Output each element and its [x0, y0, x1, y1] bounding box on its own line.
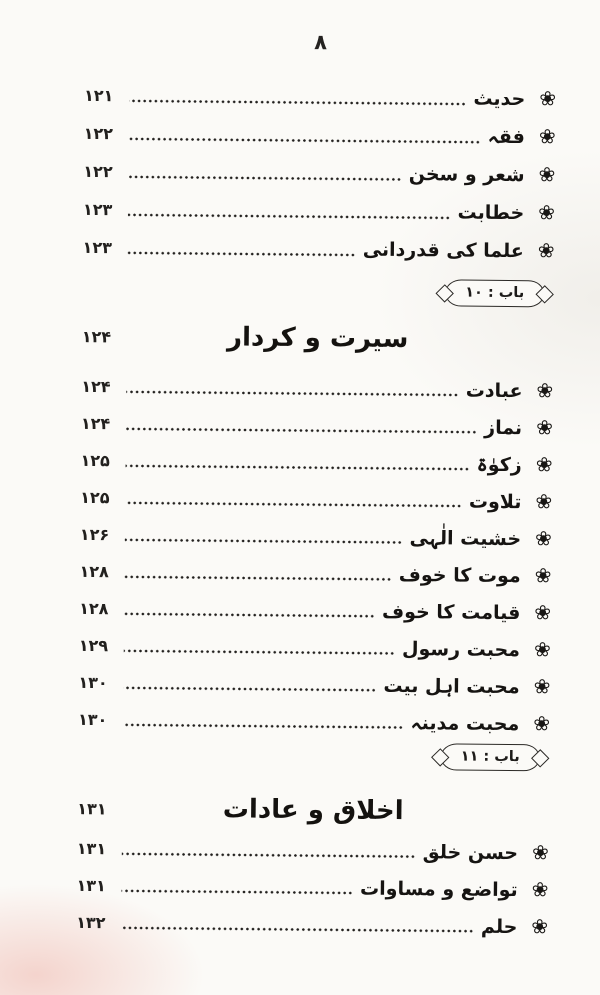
toc-entry	[80, 516, 552, 558]
flower-ornament-icon: ❀	[534, 562, 552, 587]
toc-entry-title: شعر و سخن	[408, 163, 525, 187]
toc-entry-page: ۱۲۱	[83, 85, 114, 105]
dot-leader	[128, 250, 356, 257]
toc-entry	[79, 553, 551, 595]
flower-ornament-icon: ❀	[537, 238, 555, 263]
chapter-cartouche	[441, 743, 540, 771]
flower-ornament-icon: ❀	[533, 673, 551, 698]
toc-entry	[78, 664, 550, 706]
toc-entry-page: ۱۳۲	[76, 912, 106, 933]
toc-entry-page: ۱۳۱	[76, 875, 106, 896]
toc-entry	[80, 442, 552, 484]
toc-entry	[76, 867, 548, 909]
dot-leader	[125, 537, 403, 545]
toc-entry	[79, 627, 551, 669]
dot-leader	[123, 685, 376, 692]
dot-leader	[124, 574, 391, 582]
toc-entry-page: ۱۲۳	[82, 199, 113, 219]
toc-entry-page: ۱۲۲	[83, 123, 114, 143]
dot-leader	[128, 174, 402, 182]
toc-entry	[83, 190, 555, 233]
dot-leader	[123, 722, 404, 730]
flower-ornament-icon: ❀	[539, 86, 557, 111]
flower-ornament-icon: ❀	[536, 377, 554, 402]
flower-ornament-icon: ❀	[534, 525, 552, 550]
section-heading-row	[82, 314, 554, 363]
flower-ornament-icon: ❀	[538, 200, 556, 225]
flower-ornament-icon: ❀	[536, 414, 554, 439]
toc-entry-page: ۱۲۶	[79, 524, 110, 545]
toc-entry-title: محبت رسول	[401, 637, 521, 661]
toc-entry-page: ۱۲۸	[79, 561, 109, 582]
toc-entry	[76, 904, 548, 946]
section-heading: اخلاق و عادات	[222, 794, 404, 827]
chapter-divider-11	[78, 740, 550, 777]
toc-entry	[84, 114, 556, 157]
section-heading-page: ۱۲۴	[81, 327, 112, 347]
toc-entry	[79, 590, 551, 632]
dot-leader	[122, 851, 416, 859]
toc-entry-title: حسن خلق	[422, 840, 519, 864]
toc-entry-page: ۱۳۱	[76, 838, 107, 859]
toc-entry-page: ۱۲۹	[78, 635, 109, 656]
section-heading: سیرت و کردار	[226, 322, 409, 355]
flower-ornament-icon: ❀	[535, 451, 553, 476]
toc-entry-title: قیامت کا خوف	[381, 600, 521, 624]
dot-leader	[124, 648, 395, 656]
toc-entry-title: محبت اہل بیت	[383, 674, 520, 698]
toc-entry	[81, 405, 553, 447]
section-heading-row	[77, 786, 549, 835]
flower-ornament-icon: ❀	[533, 710, 551, 735]
dot-leader	[126, 426, 477, 434]
toc-entry-page: ۱۲۵	[80, 487, 110, 508]
toc-entry-page: ۱۲۸	[79, 598, 109, 619]
toc-entry-page: ۱۲۴	[81, 376, 111, 397]
flower-ornament-icon: ❀	[535, 488, 553, 513]
toc-entry	[77, 830, 549, 872]
flower-ornament-icon: ❀	[531, 876, 549, 901]
toc-entry-page: ۱۳۰	[78, 672, 108, 693]
toc-entry-title: علما کی قدردانی	[362, 238, 524, 263]
toc-entry-title: تلاوت	[468, 490, 522, 513]
toc-entry-title: خشیت الٰہی	[409, 526, 522, 550]
toc-entry-page: ۱۲۵	[80, 450, 110, 471]
toc-entry-title: حدیث	[473, 87, 526, 111]
toc-entry-page: ۱۲۲	[83, 161, 113, 181]
dot-leader	[126, 389, 459, 397]
chapter-label: باب : ۱۱	[458, 748, 523, 765]
dot-leader	[124, 611, 375, 618]
toc-list-chapter10	[78, 368, 554, 743]
flower-ornament-icon: ❀	[538, 124, 556, 149]
toc-entry-title: نماز	[484, 416, 523, 439]
flower-ornament-icon: ❀	[531, 913, 549, 938]
toc-entry-page: ۱۲۳	[82, 237, 113, 257]
flower-ornament-icon: ❀	[534, 599, 552, 624]
flower-ornament-icon: ❀	[531, 839, 549, 864]
chapter-divider-10	[82, 276, 554, 313]
toc-entry	[78, 701, 550, 743]
page-number: ۸	[314, 30, 328, 55]
dot-leader	[129, 136, 481, 144]
toc-entry	[80, 479, 552, 521]
toc-list-chapter9	[82, 76, 556, 271]
flower-ornament-icon: ❀	[533, 636, 551, 661]
chapter-label: باب : ۱۰	[462, 284, 527, 301]
toc-entry-title: تواضع و مساوات	[360, 877, 518, 901]
dot-leader	[121, 925, 474, 933]
dot-leader	[128, 212, 451, 220]
dot-leader	[121, 888, 353, 895]
dot-leader	[125, 500, 462, 508]
toc-entry	[84, 76, 556, 119]
toc-entry-title: حلم	[480, 915, 518, 938]
toc-entry	[83, 152, 555, 195]
toc-entry-page: ۱۲۴	[80, 413, 111, 434]
toc-entry-title: زکوٰۃ	[476, 453, 522, 476]
chapter-cartouche	[445, 279, 544, 307]
toc-entry-title: خطابت	[457, 201, 525, 225]
flower-ornament-icon: ❀	[538, 162, 556, 187]
toc-entry-title: موت کا خوف	[398, 563, 521, 587]
toc-entry	[82, 228, 554, 271]
dot-leader	[129, 98, 466, 106]
toc-entry-title: فقہ	[487, 125, 526, 149]
toc-entry	[81, 368, 553, 410]
toc-entry-title: عبادت	[465, 379, 523, 402]
toc-entry-page: ۱۳۰	[77, 709, 108, 730]
toc-list-chapter11	[76, 830, 549, 946]
section-heading-page: ۱۳۱	[77, 799, 107, 819]
toc-entry-title: محبت مدینہ	[410, 711, 520, 735]
dot-leader	[125, 463, 469, 471]
